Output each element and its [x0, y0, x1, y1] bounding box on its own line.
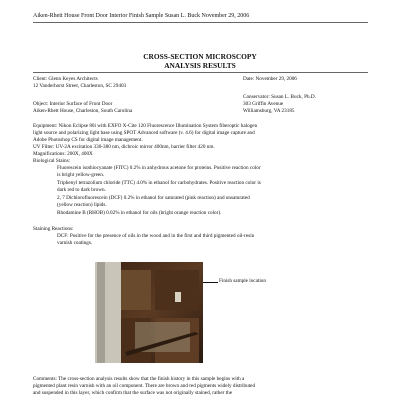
comments-line-2: pigmented plant resin varnish with an oil component. There are brown and red pigments widely distributed	[33, 383, 256, 389]
page-header: Aiken-Rhett House Front Door Interior Finish Sample Susan L. Buck November 29, 2006	[33, 13, 250, 19]
bio-stain-line-3: Triphenyl tetrazolium chloride (TTC) 4.0% in ethanol for carbohydrates. Positive reaction color is	[57, 180, 261, 186]
title-rule	[33, 72, 368, 73]
comments-line-1: Comments: The cross-section analysis results show that the finish history in this sample begins with a	[33, 376, 245, 382]
equipment-line-2: light source and polarizing light base using SPOT Advanced software (v. 4.6) for digital image capture and	[33, 130, 255, 136]
client-name: Client: Glenn Keyes Architects	[33, 76, 98, 82]
equipment-line-1: Equipment: Nikon Eclipse 80i with EXFO X-Cite 120 Fluorescence Illumination System fiberoptic halogen	[33, 123, 258, 129]
document-title-line-2: ANALYSIS RESULTS	[164, 61, 236, 70]
conservator-name: Conservator: Susan L. Buck, Ph.D.	[243, 94, 316, 100]
staining-line-2: varnish coatings.	[57, 240, 93, 246]
bio-stain-line-6: (yellow reaction) lipids.	[57, 202, 107, 208]
biological-stains-label: Biological Stains:	[33, 158, 71, 164]
uv-filter: UV Filter: UV-2A excitation 330-380 nm, dichroic mirror 400nm, barrier filter 420 nm.	[33, 144, 215, 150]
conservator-address-line-2: Williamsburg, VA 23185	[243, 108, 295, 114]
bio-stain-line-4: dark red to dark brown.	[57, 187, 106, 193]
header-rule	[33, 22, 368, 23]
bio-stain-line-5: 2, 7 Dichlorofluorescein (DCF) 0.2% in ethanol for saturated (pink reaction) and unsaturated	[57, 195, 250, 201]
object-line-1: Object: Interior Surface of Front Door	[33, 101, 113, 107]
photo-caption: Finish sample location	[219, 278, 266, 284]
client-address: 12 Vanderhorst Street, Charleston, SC 29403	[33, 83, 127, 89]
equipment-line-3: Adobe Photoshop CS for digital image management.	[33, 137, 143, 143]
comments-line-3: and suspended in this layer, which confirm that the surface was not originally stained, rather the	[33, 390, 233, 396]
magnifications: Magnifications: 200X, 400X	[33, 151, 93, 157]
staining-reactions-label: Staining Reactions:	[33, 226, 74, 232]
conservator-address-line-1: 303 Griffin Avenue	[243, 101, 284, 107]
bio-stain-line-2: is bright yellow-green.	[57, 172, 105, 178]
document-title-line-1: CROSS-SECTION MICROSCOPY	[143, 52, 257, 61]
sample-location-photo	[95, 262, 203, 363]
report-date: Date: November 29, 2006	[243, 76, 297, 82]
bio-stain-line-7: Rhodamine B (RHOB) 0.02% in ethanol for oils (bright orange reaction color).	[57, 210, 222, 216]
bio-stain-line-1: Fluorescein isothiocyanate (FITC) 0.2% in anhydrous acetone for proteins. Positive reaction color	[57, 165, 261, 171]
photo-pointer-line	[203, 282, 218, 283]
staining-line-1: DCF: Positive for the presence of oils in the wood and in the first and third pigmented oil-resin	[57, 233, 255, 239]
object-line-2: Aiken-Rhett House, Charleston, South Carolina	[33, 108, 133, 114]
